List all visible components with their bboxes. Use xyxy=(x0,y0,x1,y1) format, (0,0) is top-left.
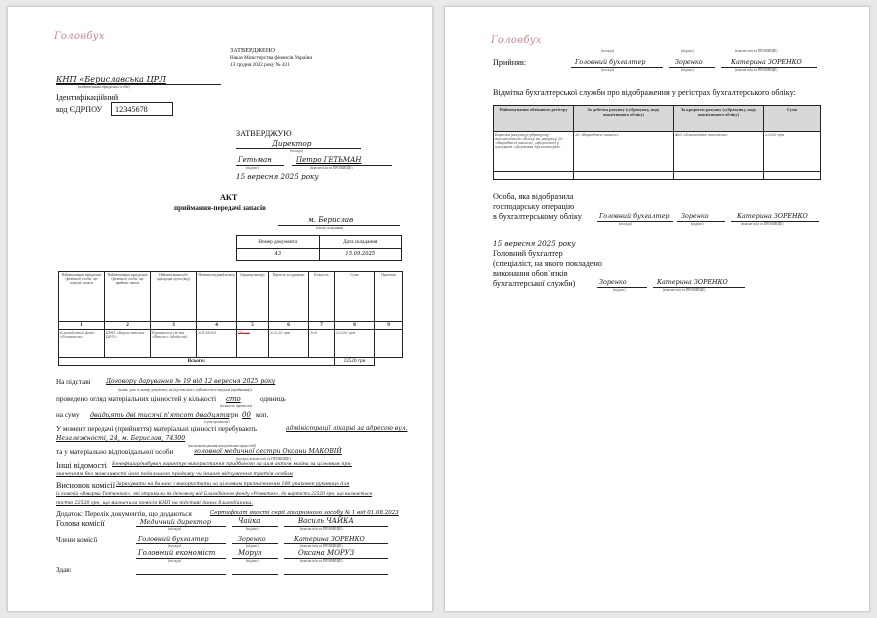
acc-cell-sum: 22520 грн xyxy=(764,132,821,172)
other-label: Інші відомості xyxy=(56,461,107,470)
stock-table xyxy=(58,271,403,366)
col-num: 3 xyxy=(151,322,197,330)
caption-signature: (підпис) xyxy=(613,288,626,292)
org-name: КНП «Бериславська ЦРЛ xyxy=(56,74,166,84)
review-qty: сто xyxy=(226,395,241,403)
document-page-2 xyxy=(444,6,870,612)
chief-line-2: (спеціаліст, на якого покладено xyxy=(493,259,603,268)
acc-header-credit: За кредитом рахунку (субрахунку, коду аналітичного обліку) xyxy=(674,106,764,132)
member2-signature: Моруз xyxy=(238,549,262,557)
transfer-value: адміністрації лікарні за адресою вул. xyxy=(286,425,408,432)
approve-name: Петро ГЕТЬМАН xyxy=(296,156,362,164)
col-num: 8 xyxy=(335,322,375,330)
doc-number-table xyxy=(236,235,402,261)
cell-receiver: КНП «Бериславська ЦРЛ» xyxy=(105,330,151,358)
id-label-2: код ЄДРПОУ xyxy=(56,105,103,114)
head-position: Медичний директор xyxy=(140,518,211,526)
cell-nomenclature: 20135003 xyxy=(197,330,237,358)
approve-date: 15 вересня 2025 року xyxy=(236,172,319,181)
col-header-7: Кількість xyxy=(309,272,335,322)
review-unit: одиниць xyxy=(260,395,286,403)
col-num: 6 xyxy=(269,322,309,330)
doc-number-label: Номер документа xyxy=(237,236,320,249)
sum-value: двадцять дві тисячі п'ятсот двадцять xyxy=(90,411,230,419)
document-page-1 xyxy=(7,6,433,612)
handed-label: Здав: xyxy=(56,566,72,574)
member2-name: Оксана МОРУЗ xyxy=(298,549,355,557)
section-title: Відмітка бухгалтерської служби про відображення у регістрах бухгалтерського обліку: xyxy=(493,88,796,97)
basis-value: Договору дарування № 19 від 12 вересня 2025 року xyxy=(106,378,276,385)
chief-line-4: бухгалтерської служби) xyxy=(493,279,576,288)
chief-signature: Зоренко xyxy=(599,278,627,286)
member1-name: Катерина ЗОРЕНКО xyxy=(294,535,365,543)
col-header-9: Примітки xyxy=(375,272,403,322)
col-num: 7 xyxy=(309,322,335,330)
cell-unit: Штук xyxy=(237,330,269,358)
table-row xyxy=(59,330,403,358)
acc-header-register: Найменування облікового регістру xyxy=(494,106,574,132)
edrpou-value: 12345678 xyxy=(115,105,148,114)
col-num: 1 xyxy=(59,322,105,330)
address: Незалежності, 24, м. Берислав, 74300 xyxy=(56,435,186,442)
accounting-table xyxy=(493,105,821,180)
person-name: Катерина ЗОРЕНКО xyxy=(737,212,808,220)
cell-note xyxy=(375,330,403,358)
approve-position-caption: (посада) xyxy=(290,149,303,153)
conclusion-3: тістю 22520 грн, що визначила комісія КНП на підставі даних благодійника. xyxy=(56,501,253,506)
person-label-3: в бухгалтерському обліку xyxy=(493,212,582,221)
approve-position: Директор xyxy=(272,139,312,148)
caption-name: (власне ім'я та ПРІЗВИЩЕ) xyxy=(663,288,706,292)
col-num: 2 xyxy=(105,322,151,330)
col-header-6: Вартість за одиницю xyxy=(269,272,309,322)
date: 15 вересня 2025 року xyxy=(493,239,576,248)
col-header-2: Найменування юридичної (фізичної) особи, що приймає запаси xyxy=(105,272,151,322)
cell-sender: Благодійний фонд «Розвиток» xyxy=(59,330,105,358)
col-num: 5 xyxy=(237,322,269,330)
chief-line-3: виконання обов`язків xyxy=(493,269,568,278)
person-label-2: господарську операцію xyxy=(493,202,575,211)
caption-position: (посада) xyxy=(601,68,614,72)
head-signature: Чайка xyxy=(238,517,261,525)
caption-position: (посада) xyxy=(601,49,614,53)
caption-position: (посада) xyxy=(168,527,181,531)
place-caption: (місце складання) xyxy=(316,226,344,230)
approve-name-caption: (власне ім'я та ПРІЗВИЩЕ) xyxy=(310,166,353,170)
col-num: 9 xyxy=(375,322,403,330)
caption-signature: (підпис) xyxy=(246,559,259,563)
head-label: Голова комісії xyxy=(56,519,105,528)
accepted-position: Головний бухгалтер xyxy=(575,58,646,66)
caption-position: (посада) xyxy=(619,222,632,226)
caption-name: (власне ім'я та ПРІЗВИЩЕ) xyxy=(735,49,778,53)
members-label: Члени комісії xyxy=(56,536,98,544)
approval-title: ЗАТВЕРДЖЕНО xyxy=(230,47,275,54)
sum-kop-label: коп. xyxy=(256,411,269,419)
caption-name: (власне ім'я та ПРІЗВИЩЕ) xyxy=(741,222,784,226)
caption-signature: (підпис) xyxy=(246,527,259,531)
logo: Головбух xyxy=(491,35,542,46)
acc-header-debit: За дебетом рахунку (субрахунку, коду аналітичного обліку) xyxy=(574,106,674,132)
cell-sum: 22520 грн xyxy=(335,330,375,358)
approval-line-1: Наказ Міністерства фінансів України xyxy=(230,55,313,61)
address-caption: (місцезнаходження матеріальних цінностей) xyxy=(188,444,257,448)
person-signature: Зоренко xyxy=(681,212,709,220)
caption-signature: (підпис) xyxy=(246,544,259,548)
attachment-label: Додаток: Перелік документів, що додаються xyxy=(56,510,192,518)
table-row xyxy=(494,132,821,172)
chief-line-1: Головний бухгалтер xyxy=(493,249,563,258)
review-text: проведено огляд матеріальних цінностей у кількості xyxy=(56,395,217,403)
act-subtitle: приймання-передачі запасів xyxy=(174,204,266,212)
person-label-1: Особа, яка відобразила xyxy=(493,192,574,201)
caption-name: (власне ім'я та ПРІЗВИЩЕ) xyxy=(300,527,343,531)
col-header-8: Сума xyxy=(335,272,375,322)
attachment-value: Сертифікат якості серії лікарняного засобу № 1 від 01.08.2023 xyxy=(210,510,399,516)
acc-cell-credit: 483 «Благодійна допомога» xyxy=(674,132,764,172)
sum-caption: (сума прописом) xyxy=(204,420,230,424)
approve-signature: Гетьман xyxy=(238,156,272,164)
sum-label: на суму xyxy=(56,411,80,419)
doc-date-value: 15.09.2025 xyxy=(319,249,402,261)
total-value: 22520 грн xyxy=(335,358,375,366)
caption-position: (посада) xyxy=(168,544,181,548)
chief-name: Катерина ЗОРЕНКО xyxy=(657,278,728,286)
sum-kop: 00 xyxy=(242,411,251,419)
approve-sig-caption: (підпис) xyxy=(246,166,259,170)
person-position: Головний бухгалтер xyxy=(599,212,670,220)
transfer-text: У момент передачі (прийняття) матеріальні цінності перебувають xyxy=(56,425,258,433)
approve-title: ЗАТВЕРДЖУЮ xyxy=(236,129,292,138)
total-label: Всього: xyxy=(59,358,335,366)
accepted-name: Катерина ЗОРЕНКО xyxy=(731,58,802,66)
caption-position: (посада) xyxy=(168,559,181,563)
logo: Головбух xyxy=(54,31,105,42)
place: м. Берислав xyxy=(308,216,354,224)
acc-cell-register: Картка рахунку/субрахунку аналітичного обліку по рахунку 20 «Виробничі запаси», оформлені у програмі «Держава бухгалтерія» xyxy=(494,132,574,172)
responsible-value: головної медичної сестри Оксани МАКОВІЙ xyxy=(194,448,342,455)
accepted-label: Прийняв: xyxy=(493,58,527,67)
sum-uah: грн xyxy=(228,411,239,419)
conclusion-2: їх кожній «Віварма-Тютюнник», які отримали як допомогу від Благодійного фонду «Розвиток», до вартість 22520 грн, що визнається xyxy=(56,492,373,497)
member1-position: Головний бухгалтер xyxy=(138,535,209,543)
review-qty-caption: (кількість прописом) xyxy=(220,404,252,408)
col-header-4: Номенклатурний номер xyxy=(197,272,237,322)
approval-line-2: 13 грудня 2022 року № 431 xyxy=(230,62,290,68)
caption-name: (власне ім'я та ПРІЗВИЩЕ) xyxy=(300,544,343,548)
caption-signature: (підпис) xyxy=(681,68,694,72)
cell-qty: 100 xyxy=(309,330,335,358)
id-label-1: Ідентифікаційний xyxy=(56,93,119,102)
responsible-text: та у матеріально відповідальної особи xyxy=(56,448,174,456)
accepted-signature: Зоренко xyxy=(675,58,703,66)
acc-cell-debit: 20 «Виробничі запаси» xyxy=(574,132,674,172)
responsible-caption: (посада, власне ім'я та ПРІЗВИЩЕ) xyxy=(236,457,291,461)
doc-date-label: Дата складання xyxy=(319,236,402,249)
basis-caption: (назва, дата та номер документа, на підставі якого здійснюється передача (приймання)) xyxy=(118,388,252,392)
caption-name: (власне ім'я та ПРІЗВИЩЕ) xyxy=(300,559,343,563)
conclusion-1: Зарахувати на баланс і використати за цільовим призначенням 100 упаковок рукавиць для xyxy=(116,482,350,487)
other-value-2: значенням без можливості його подальшого продажу чи іншого відчуження третім особам xyxy=(56,472,293,477)
act-title: АКТ xyxy=(220,193,238,202)
basis-label: На підставі xyxy=(56,378,91,386)
cell-price: 225,20 грн xyxy=(269,330,309,358)
org-caption: (найменування юридичної особи) xyxy=(78,85,130,89)
caption-signature: (підпис) xyxy=(681,49,694,53)
conclusion-label: Висновок комісії xyxy=(56,481,116,490)
doc-number-value: 43 xyxy=(237,249,320,261)
col-header-5: Одиниця виміру xyxy=(237,272,269,322)
col-header-3: Найменування або однорідна група (вид) xyxy=(151,272,197,322)
acc-header-sum: Сума xyxy=(764,106,821,132)
cell-item: Рукавички (м'які «Вінекс» Медичні) xyxy=(151,330,197,358)
caption-name: (власне ім'я та ПРІЗВИЩЕ) xyxy=(735,68,778,72)
col-header-1: Найменування юридичної (фізичної) особи, що передає запаси xyxy=(59,272,105,322)
member1-signature: Зоренко xyxy=(238,535,266,543)
member2-position: Головний економіст xyxy=(138,549,216,557)
head-name: Василь ЧАЙКА xyxy=(298,517,354,525)
caption-signature: (підпис) xyxy=(691,222,704,226)
other-value-1: Бенефіціар/набувач гарантує використання придбаного за цим актом майна за цільовим при- xyxy=(112,462,352,467)
col-num: 4 xyxy=(197,322,237,330)
